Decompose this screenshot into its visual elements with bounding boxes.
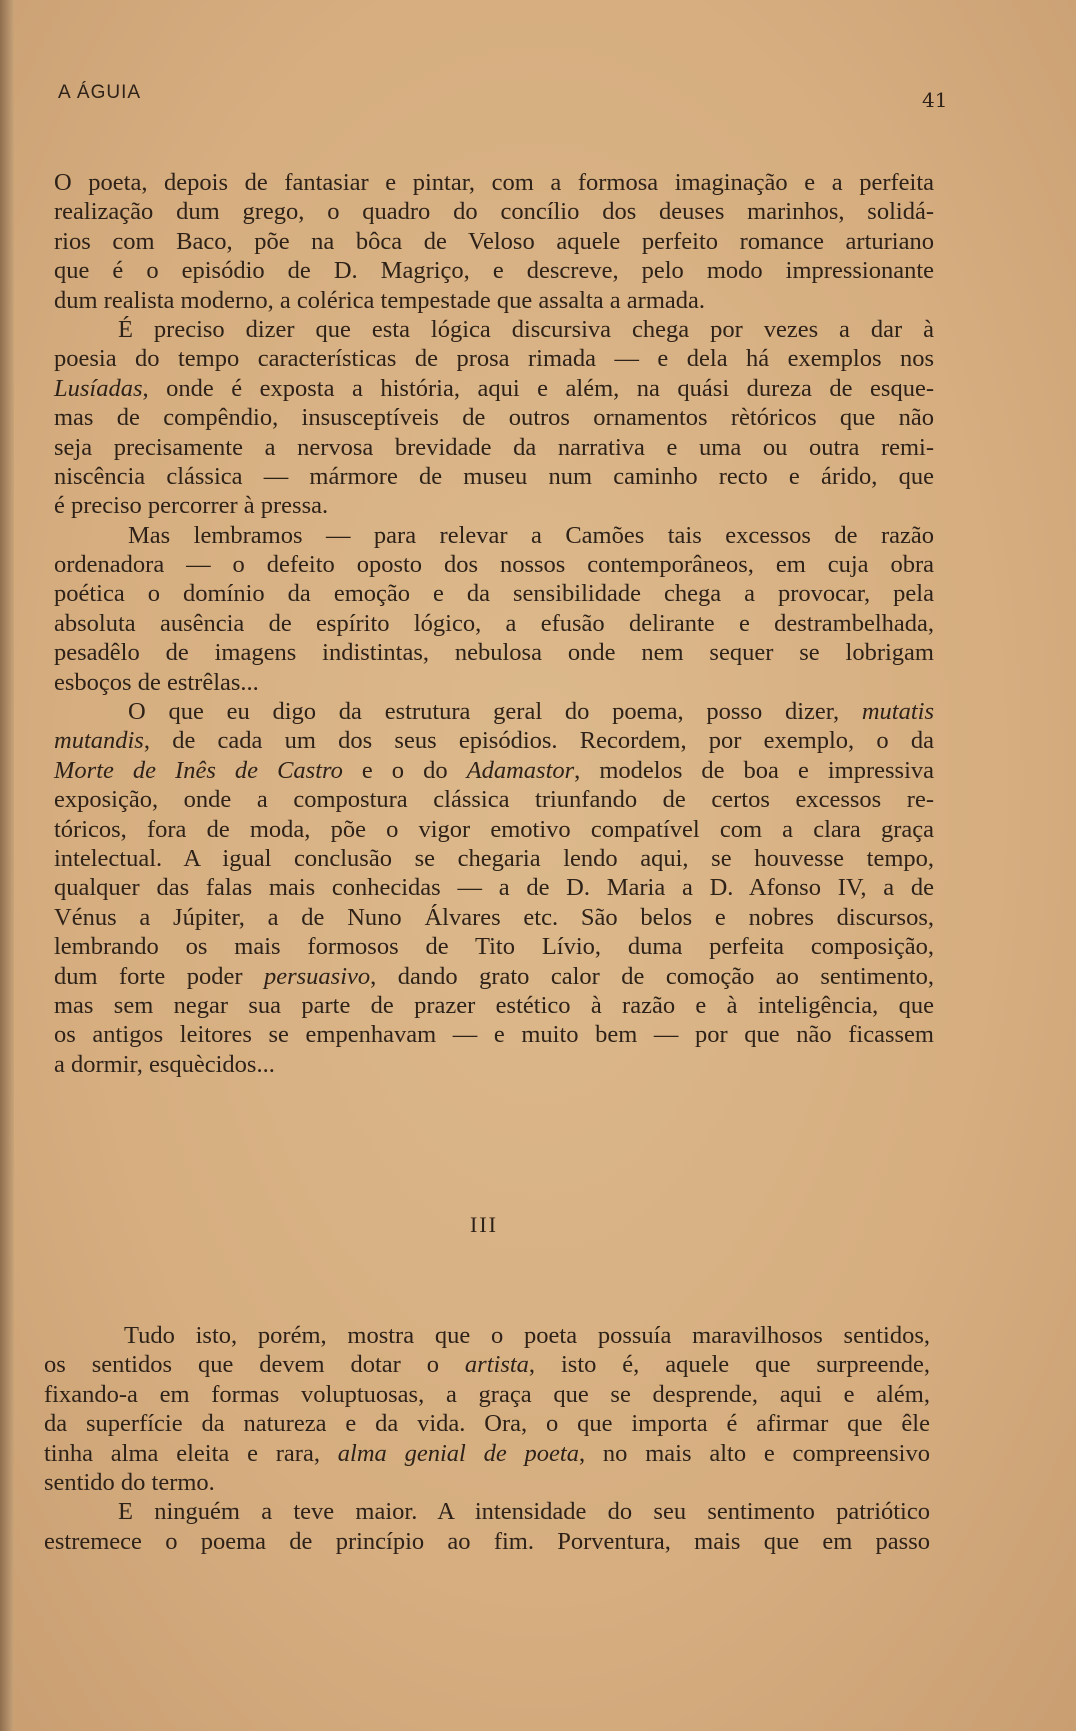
text-line: estremece o poema de princípio ao fim. Porventura, mais que em passo [44,1527,930,1555]
text-line: dum realista moderno, a colérica tempestade que assalta a armada. [54,286,705,314]
text-line: Tudo isto, porém, mostra que o poeta possuía maravilhosos sentidos, [124,1322,930,1349]
text-line: Mas lembramos — para relevar a Camões tais excessos de razão [128,521,934,549]
text-block-2 [44,1321,930,1556]
text-line: niscência clássica — mármore de museu num caminho recto e árido, que [54,462,934,490]
text-line: O que eu digo da estrutura geral do poema, posso dizer, mutatis [128,698,934,726]
text-line: Morte de Inês de Castro e o do Adamastor, modelos de boa e impressiva [54,756,934,784]
text-line: tóricos, fora de moda, põe o vigor emotivo compatível com a clara graça [54,815,934,843]
text-line: mas de compêndio, insusceptíveis de outros ornamentos rètóricos que não [54,404,934,432]
text-line: mas sem negar sua parte de prazer estético à razão e à inteligência, que [54,991,934,1019]
section-heading: III [470,1212,498,1237]
text-line: intelectual. A igual conclusão se chegaria lendo aqui, se houvesse tempo, [54,844,934,872]
text-line: que é o episódio de D. Magriço, e descreve, pelo modo impressionante [54,257,934,285]
text-line: esboços de estrêlas... [54,668,259,696]
text-line: seja precisamente a nervosa brevidade da narrativa e uma ou outra remi- [54,433,934,461]
text-line: poética o domínio da emoção e da sensibilidade chega a provocar, pela [54,580,934,608]
text-line: os sentidos que devem dotar o artista, isto é, aquele que surpreende, [44,1351,930,1379]
page-binding-edge [0,0,14,1731]
text-line: E ninguém a teve maior. A intensidade do seu sentimento patriótico [118,1498,930,1526]
text-line: mutandis, de cada um dos seus episódios. Recordem, por exemplo, o da [54,727,934,755]
text-line: Lusíadas, onde é exposta a história, aqui e além, na quási dureza de esque- [54,374,934,402]
text-line: é preciso percorrer à pressa. [54,492,329,520]
text-line: poesia do tempo características de prosa rimada — e dela há exemplos nos [54,345,934,373]
text-line: lembrando os mais formosos de Tito Lívio, duma perfeita composição, [54,933,934,961]
text-line: O poeta, depois de fantasiar e pintar, com a formosa imaginação e a perfeita [54,169,934,196]
text-line: pesadêlo de imagens indistintas, nebulosa onde nem sequer se lobrigam [54,639,934,667]
text-line: Vénus a Júpiter, a de Nuno Álvares etc. São belos e nobres discursos, [54,903,934,931]
text-line: realização dum grego, o quadro do concílio dos deuses marinhos, solidá- [54,198,934,226]
text-block-1 [54,168,934,1079]
text-line: exposição, onde a compostura clássica triunfando de certos excessos re- [54,786,934,814]
text-line: os antigos leitores se empenhavam — e muito bem — por que não ficassem [54,1021,934,1049]
text-line: da superfície da natureza e da vida. Ora, o que importa é afirmar que êle [44,1410,930,1438]
text-line: ordenadora — o defeito oposto dos nossos contemporâneos, em cuja obra [54,551,934,579]
page-number: 41 [922,88,948,112]
text-line: a dormir, esquècidos... [54,1050,275,1078]
text-line: dum forte poder persuasivo, dando grato calor de comoção ao sentimento, [54,962,934,990]
text-line: sentido do termo. [44,1468,215,1496]
text-line: absoluta ausência de espírito lógico, a efusão delirante e destrambelhada, [54,609,934,637]
text-line: fixando-a em formas voluptuosas, a graça que se desprende, aqui e além, [44,1380,930,1408]
text-line: rios com Baco, põe na bôca de Veloso aquele perfeito romance arturiano [54,227,934,255]
running-head: A ÁGUIA [58,82,142,103]
text-line: qualquer das falas mais conhecidas — a de D. Maria a D. Afonso IV, a de [54,874,934,902]
text-line: É preciso dizer que esta lógica discursiva chega por vezes a dar à [118,315,934,343]
text-line: tinha alma eleita e rara, alma genial de poeta, no mais alto e compreensivo [44,1439,930,1467]
